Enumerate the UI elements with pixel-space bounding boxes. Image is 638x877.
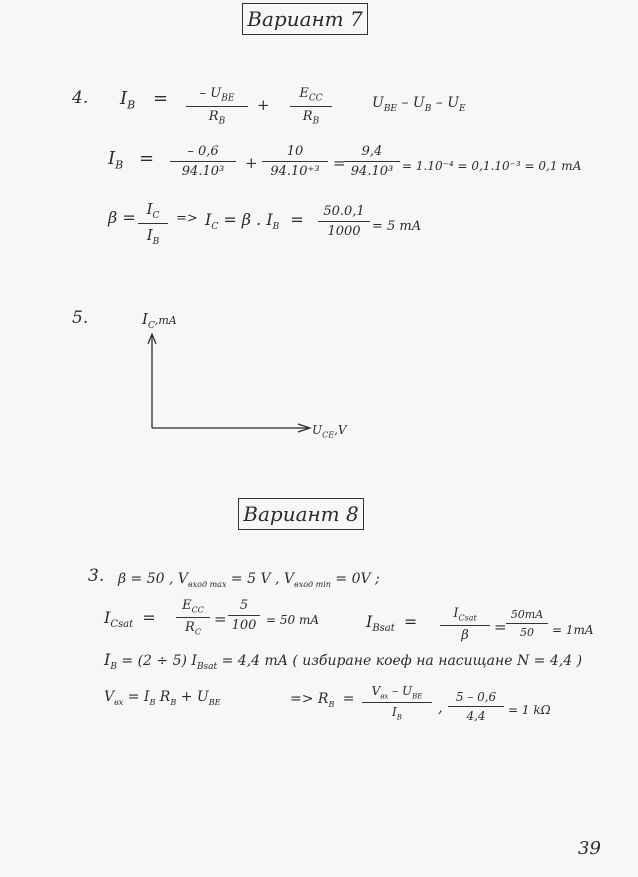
p3-l2b-lhs: $I_{Bsat}$ = (366, 612, 418, 635)
problem-5-number: 5. (72, 308, 89, 328)
p3-l2b-frac-icsat-beta: $I_{Csat}$ β (440, 606, 490, 643)
p4-l3-result: = 5 mA (372, 219, 422, 234)
p4-l2-frac-2: 10 94.10⁺³ (262, 144, 328, 179)
p3-l4-vin-eq: $V_{вх} = I_B$ $R_B + U_{BE}$ (104, 689, 221, 707)
p4-l1-frac-ecc-rb: $E_{CC}$ $R_B$ (290, 86, 332, 126)
p3-l2b-result: = 1mA (552, 623, 594, 637)
p3-l2-frac-5-100: 5 100 (228, 598, 260, 633)
p3-l4-sep: , (438, 698, 443, 716)
variant-7-title (242, 3, 368, 35)
variant-8-title (238, 498, 364, 530)
p4-l3-beta: β = (108, 208, 136, 227)
p4-l3-frac-ic-ib: $I_C$ $I_B$ (138, 200, 168, 247)
p4-l2-frac-3: 9,4 94.10³ (344, 144, 400, 179)
p3-l3-ib-choice: $I_B = (2 \div 5) I_{Bsat} = 4,4$ mA ( избиране коеф на насищане N = 4,4 ) (104, 650, 583, 672)
p3-l4-implies-rb: => $R_B$ = (290, 691, 355, 709)
p4-l2-lhs: $I_B$ = (108, 148, 155, 172)
problem-4-number: 4. (72, 88, 89, 108)
p4-l3-rhs: $I_C = \beta$ . $I_B$ = (205, 210, 304, 233)
p3-l2b-frac-50ma-50: 50mA 50 (506, 608, 548, 639)
page-number: 39 (578, 838, 601, 859)
p4-l3-implies: => (176, 211, 198, 226)
p4-l1-frac-ube-rb: – $U_{BE}$ $R_B$ (186, 86, 248, 126)
variant-7-title-text: Вариант 7 (247, 7, 363, 31)
p4-l1-lhs: $I_B$ = (120, 88, 169, 112)
variant-8-title-text: Вариант 8 (243, 502, 359, 526)
p4-l2-plus: + (245, 154, 258, 172)
p3-l1-givens: β = 50 , $V_{вход max} = 5$ V , $V_{вход min} = 0V$ ; (118, 571, 380, 589)
problem-3-number: 3. (88, 566, 105, 586)
p4-l3-frac-result: 50.0,1 1000 (318, 204, 370, 239)
p3-l2-result: = 50 mA (266, 613, 319, 627)
p4-l2-eq2: = (333, 154, 346, 172)
p3-l2-lhs: $I_{Csat}$ = (104, 608, 156, 631)
p3-l4-frac-numeric: 5 – 0,6 4,4 (448, 690, 504, 723)
p4-l2-tail: = 1.10⁻⁴ = 0,1.10⁻³ = 0,1 mA (402, 159, 582, 173)
graph-axes (146, 330, 326, 440)
p3-l4-frac-rb: $V_{вх} - U_{BE}$ $I_B$ (362, 684, 432, 722)
p3-l2-frac-ecc-rc: $E_{CC}$ $R_C$ (176, 598, 210, 636)
graph-x-axis-label: $U_{CE},V$ (312, 423, 347, 440)
p3-l2b-eq2: = (494, 618, 507, 636)
graph-y-axis-label: $I_C,mA$ (142, 310, 177, 331)
p4-l1-plus: + (257, 96, 270, 114)
p4-l1-side-relation: $U_{BE} - U_B - U_E$ (372, 95, 466, 114)
p4-l2-frac-1: – 0,6 94.10³ (170, 144, 236, 179)
p3-l4-result: = 1 kΩ (508, 703, 551, 717)
p3-l2-eq2: = (214, 610, 227, 628)
